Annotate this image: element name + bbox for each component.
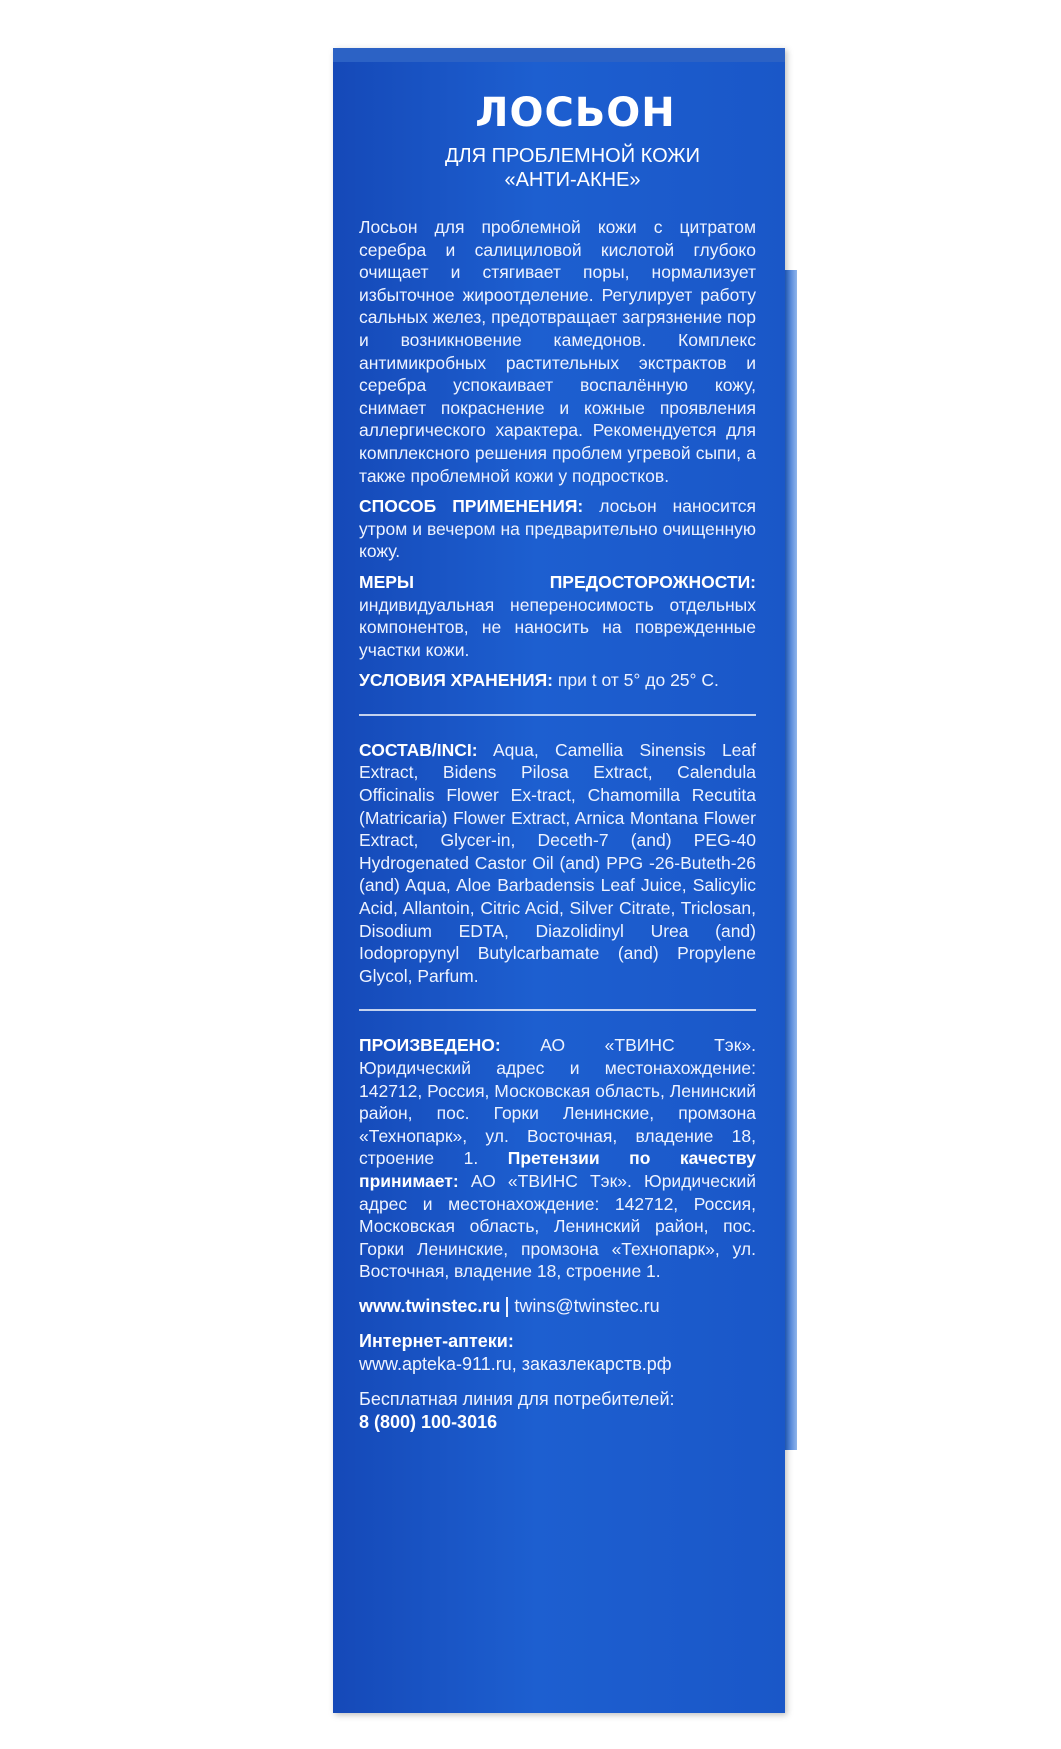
claims-text: АО «ТВИНС Тэк». Юридический адрес и местонахождение: 142712, Россия, Московская область, Ленинский район, пос. Горки Ленинские, промзона «Технопарк», ул. Восточная, владение 18, строение 1. [359, 1170, 756, 1282]
composition-label: СОСТАВ/INCI: [359, 739, 478, 760]
box-label-content [359, 90, 756, 1434]
precautions-label: МЕРЫ ПРЕДОСТОРОЖНОСТИ: [359, 571, 756, 592]
email-text: twins@twinstec.ru [514, 1295, 660, 1316]
storage-label: УСЛОВИЯ ХРАНЕНИЯ: [359, 670, 554, 691]
subtitle-line-2: «АНТИ-АКНЕ» [504, 169, 641, 191]
pharmacies-text: www.apteka-911.ru, заказлекарств.рф [359, 1353, 672, 1374]
product-subtitle [359, 144, 756, 192]
hotline-block [359, 1388, 756, 1434]
box-top-edge [333, 48, 785, 62]
usage-section [359, 495, 756, 563]
hotline-label: Бесплатная линия для потребителей: [359, 1388, 675, 1409]
contact-separator [506, 1297, 508, 1317]
divider-1 [359, 714, 756, 716]
precautions-section [359, 571, 756, 661]
manufacturer-section [359, 1034, 756, 1283]
usage-text: лосьон наносится утром и вечером на предварительно очищенную кожу. [359, 496, 756, 562]
product-title: ЛОСЬОН [475, 90, 676, 136]
storage-section [359, 669, 756, 692]
storage-text: при t от 5° до 25° С. [553, 670, 719, 691]
claims-label: Претензии по качеству принимает: [359, 1148, 756, 1191]
hotline-number: 8 (800) 100-3016 [359, 1411, 498, 1432]
website-link: www.twinstec.ru [359, 1295, 501, 1316]
product-description: Лосьон для проблемной кожи с цитратом серебра и салициловой кислотой глубоко очищает и стягивает поры, нормализует избыточное жироотделение. Регулирует работу сальных желез, предотвращает загрязнение пор и возникновение камедонов. Комплекс антимикробных растительных экстрактов и серебра успокаивает воспалённую кожу, снимает покраснение и кожные проявления аллергического характера. Рекомендуется для комплексного решения проблем угревой сыпи, а также проблемной кожи у подростков. [359, 217, 756, 486]
divider-2 [359, 1009, 756, 1011]
subtitle-line-1: ДЛЯ ПРОБЛЕМНОЙ КОЖИ [444, 145, 701, 167]
composition-section [359, 739, 756, 988]
product-box-back [333, 48, 785, 1713]
composition-text: Aqua, Camellia Sinensis Leaf Extract, Bidens Pilosa Extract, Calendula Officinalis Flower Ex-tract, Chamomilla Recutita (Matricaria) Flower Extract, Arnica Montana Flower Extract, Glycer-in, Deceth-7 (and) PEG-40 Hydrogenated Castor Oil (and) PPG -26-Buteth-26 (and) Aqua, Aloe Barbadensis Leaf Juice, Salicylic Acid, Allantoin, Citric Acid, Silver Citrate, Triclosan, Disodium EDTA, Diazolidinyl Urea (and) Iodopropynyl Butylcarbamate (and) Propylene Glycol, Parfum. [359, 739, 756, 986]
pharmacies-block [359, 1330, 756, 1376]
box-side-flap [785, 270, 797, 1450]
precautions-text: индивидуальная непереносимость отдельных компонентов, не наносить на поврежденные участки кожи. [359, 594, 756, 660]
manufacturer-label: ПРОИЗВЕДЕНО: [359, 1035, 501, 1056]
pharmacies-label: Интернет-аптеки: [359, 1330, 514, 1351]
manufacturer-text: АО «ТВИНС Тэк». Юридический адрес и местонахождение: 142712, Россия, Московская область, Ленинский район, пос. Горки Ленинские, промзона «Технопарк», ул. Восточная, владение 18, строение 1. [359, 1035, 756, 1169]
contacts-web [359, 1295, 756, 1318]
usage-label: СПОСОБ ПРИМЕНЕНИЯ: [359, 496, 584, 517]
